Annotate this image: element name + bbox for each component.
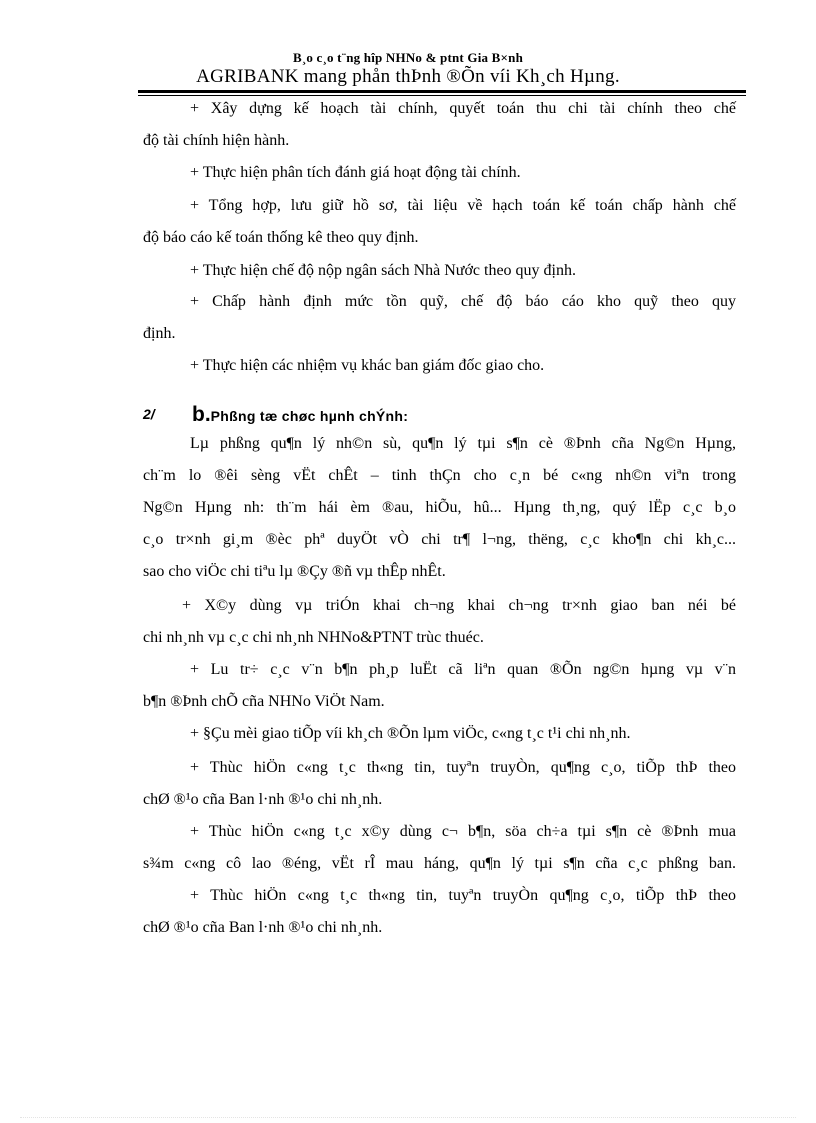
footer-divider	[20, 1117, 796, 1118]
paragraph-line: chØ ®¹o cña Ban l·nh ®¹o chi nh¸nh.	[143, 919, 383, 936]
section-number: 2/	[143, 406, 155, 422]
paragraph-line: ch¨m lo ®êi sèng vËt chÊt – tinh thÇn cho c¸n bé c«ng nh©n viªn trong	[143, 467, 736, 484]
paragraph-line: b¶n ®Þnh chÕ cña NHNo ViÖt Nam.	[143, 693, 385, 710]
paragraph-line: độ báo cáo kế toán thống kê theo quy định.	[143, 229, 419, 246]
paragraph-line: định.	[143, 325, 176, 342]
section-heading	[192, 403, 408, 427]
paragraph-line: độ tài chính hiện hành.	[143, 132, 290, 149]
paragraph-line: sao cho viÖc chi tiªu lµ ®Çy ®ñ vµ thÊp nhÊt.	[143, 563, 446, 580]
header-slogan: AGRIBANK mang phån thÞnh ®Õn víi Kh¸ch Hµng.	[196, 66, 620, 87]
paragraph-line: s¾m c«ng cô lao ®éng, vËt rÎ mau háng, qu¶n lý tµi s¶n cña c¸c phßng ban.	[143, 855, 736, 872]
paragraph-line: + §Çu mèi giao tiÕp víi kh¸ch ®Õn lµm viÖc, c«ng t¸c t¹i chi nh¸nh.	[190, 725, 631, 742]
paragraph-line: + Tổng hợp, lưu giữ hồ sơ, tài liệu về hạch toán kế toán chấp hành chế	[190, 197, 736, 214]
paragraph-line: + Thực hiện chế độ nộp ngân sách Nhà Nước theo quy định.	[190, 262, 576, 279]
paragraph-line: + Thùc hiÖn c«ng t¸c th«ng tin, tuyªn truyÒn qu¶ng c¸o, tiÕp thÞ theo	[190, 887, 736, 904]
header-report-title: B¸o c¸o t¨ng hîp NHNo & ptnt Gia B×nh	[292, 50, 524, 65]
paragraph-line: + Chấp hành định mức tồn quỹ, chế độ báo cáo kho quỹ theo quy	[190, 293, 736, 310]
paragraph-line: chØ ®¹o cña Ban l·nh ®¹o chi nh¸nh.	[143, 791, 383, 808]
paragraph-line: chi nh¸nh vµ c¸c chi nh¸nh NHNo&PTNT trùc thuéc.	[143, 629, 484, 646]
paragraph-line: + Thùc hiÖn c«ng t¸c x©y dùng c¬ b¶n, söa ch÷a tµi s¶n cè ®Þnh mua	[190, 823, 736, 840]
paragraph-line: + Thực hiện các nhiệm vụ khác ban giám đốc giao cho.	[190, 357, 545, 374]
header-rule-thick	[138, 90, 746, 93]
paragraph-line: + Thùc hiÖn c«ng t¸c th«ng tin, tuyªn truyÒn, qu¶ng c¸o, tiÕp thÞ theo	[190, 759, 736, 776]
paragraph-line: + Lu tr÷ c¸c v¨n b¶n ph¸p luËt cã liªn quan ®Õn ng©n hµng vµ v¨n	[190, 661, 736, 678]
paragraph-line: Lµ phßng qu¶n lý nh©n sù, qu¶n lý tµi s¶n cè ®Þnh cña Ng©n Hµng,	[190, 435, 736, 452]
paragraph-line: + Thực hiện phân tích đánh giá hoạt động tài chính.	[190, 164, 521, 181]
section-title: Phßng tæ chøc hµnh chÝnh:	[210, 408, 409, 424]
paragraph-line: + Xây dựng kế hoạch tài chính, quyết toán thu chi tài chính theo chế	[190, 100, 736, 117]
section-letter: b.	[192, 403, 211, 426]
paragraph-line: + X©y dùng vµ triÓn khai ch¬ng khai ch¬ng tr×nh giao ban néi bé	[182, 597, 736, 614]
header-rule-thin	[138, 95, 746, 96]
paragraph-line: Ng©n Hµng nh: th¨m hái èm ®au, hiÕu, hû... Hµng th¸ng, quý lËp c¸c b¸o	[143, 499, 736, 516]
paragraph-line: c¸o tr×nh gi¸m ®èc phª duyÖt vÒ chi tr¶ l¬ng, thëng, c¸c kho¶n chi kh¸c...	[143, 531, 736, 548]
